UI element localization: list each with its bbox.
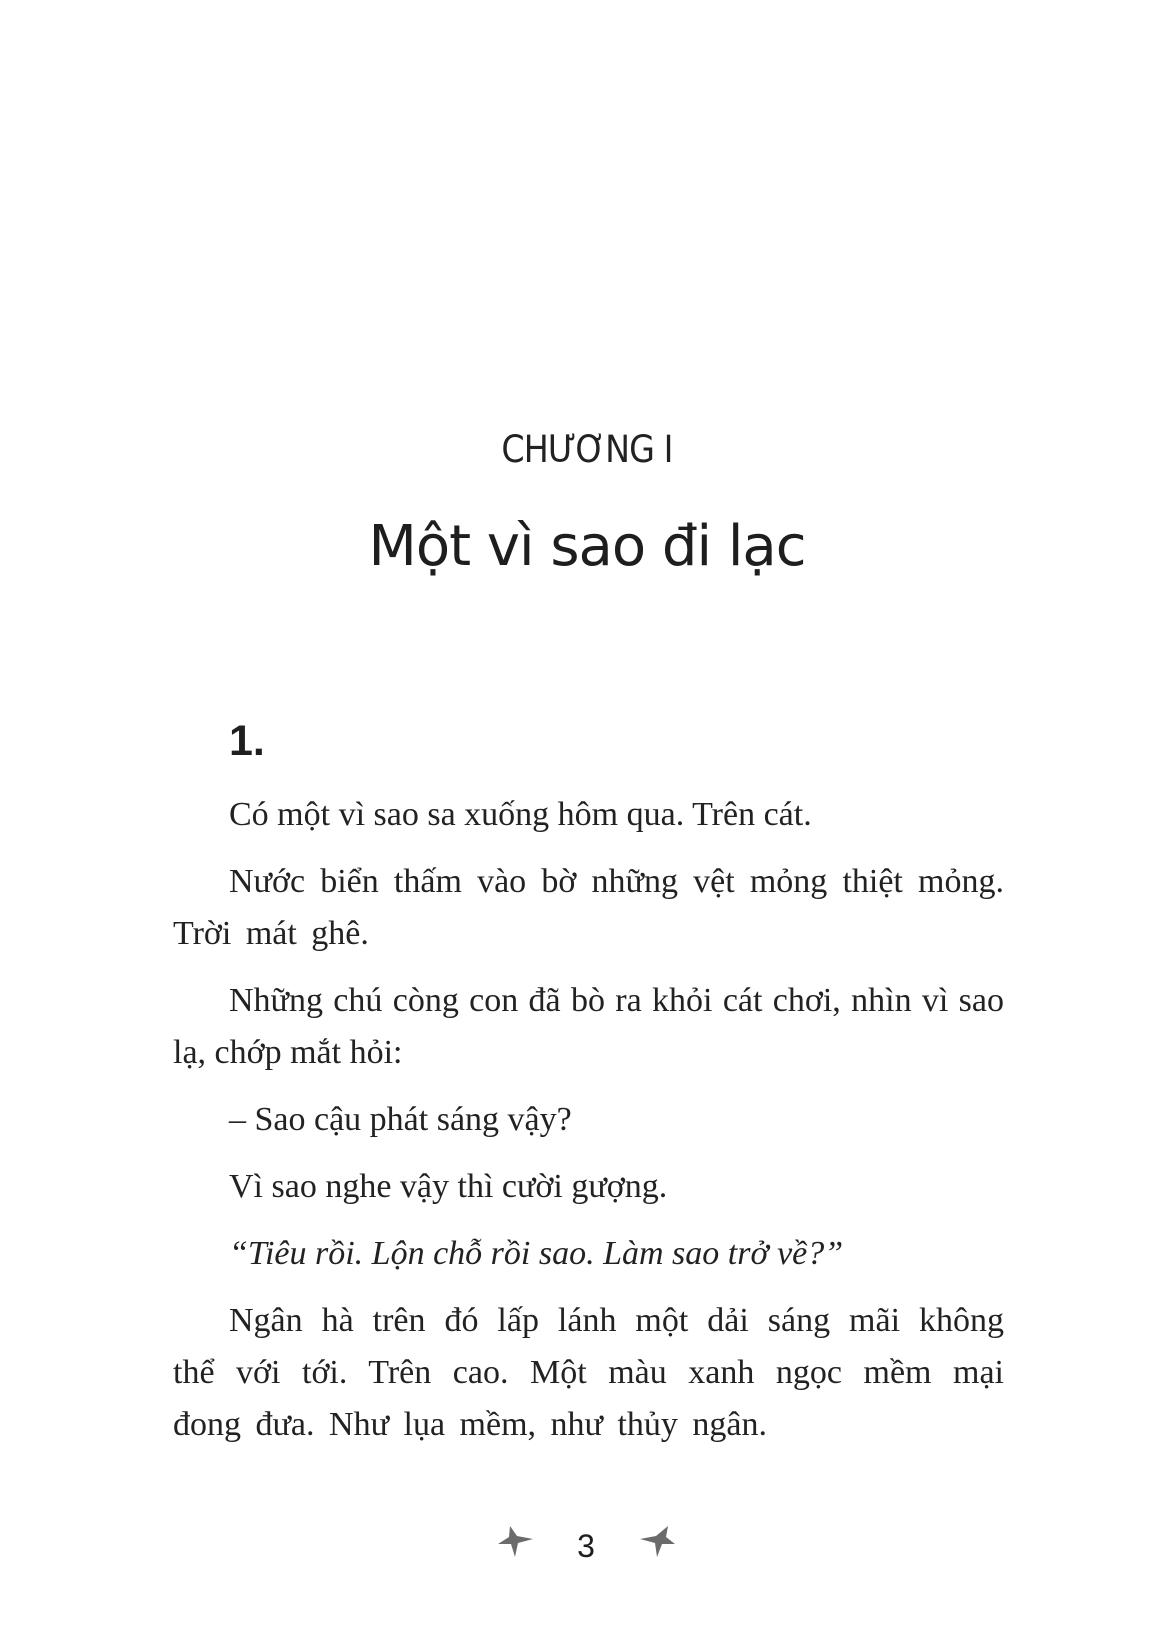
paragraph: Vì sao nghe vậy thì cười gượng.: [229, 1168, 668, 1205]
page-number: 3: [577, 1528, 595, 1564]
paragraph: Nước biển thấm vào bờ những vệt mỏng thiệt mỏng. Trời mát ghê.: [173, 863, 1004, 952]
inner-thought: “Tiêu rồi. Lộn chỗ rồi sao. Làm sao trở về?”: [229, 1235, 844, 1272]
star-icon: [640, 1524, 676, 1558]
body-text: [173, 789, 1004, 1466]
paragraph: Ngân hà trên đó lấp lánh một dải sáng mãi không thể với tới. Trên cao. Một màu xanh ngọc mềm mại đong đưa. Như lụa mềm, như thủy ngân.: [173, 1302, 1004, 1443]
paragraph: Những chú còng con đã bò ra khỏi cát chơi, nhìn vì sao lạ, chớp mắt hỏi:: [173, 982, 1004, 1071]
chapter-label: CHƯƠNG I: [501, 428, 673, 471]
star-icon: [498, 1524, 534, 1558]
chapter-title: Một vì sao đi lạc: [368, 514, 806, 579]
page-footer: [0, 1520, 1174, 1562]
section-number: 1.: [229, 717, 265, 765]
paragraph: Có một vì sao sa xuống hôm qua. Trên cát.: [229, 796, 812, 833]
dialogue-line: – Sao cậu phát sáng vậy?: [229, 1101, 572, 1138]
